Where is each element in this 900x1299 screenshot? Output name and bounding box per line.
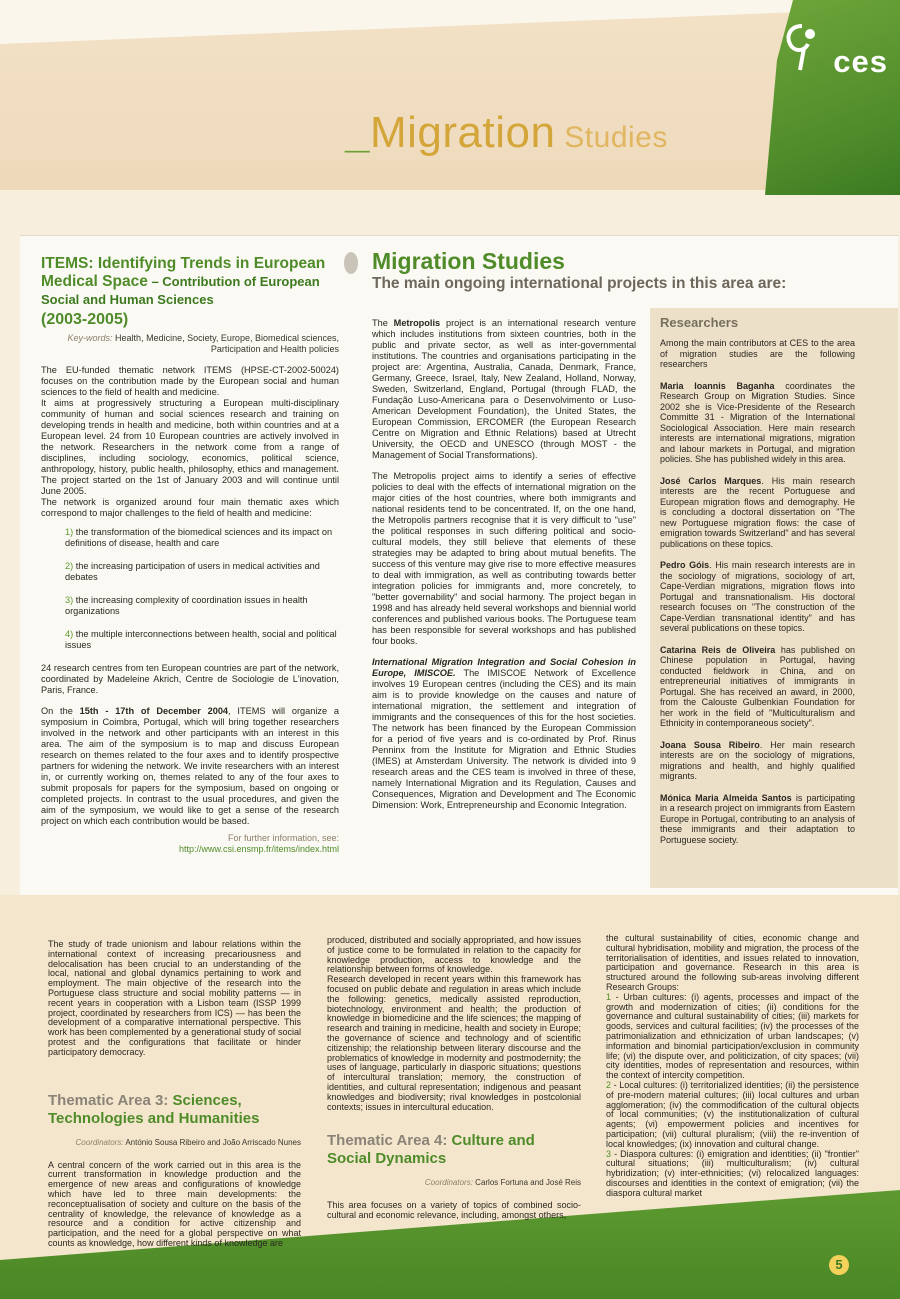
researcher-bio: . His main research interests are in the sociology of migrations, sociology of art, Cape-Verdian migrations, migration flows into Portugal and transnationalism. His doctoral research focuses on "The construction of the Cape-Verdian transnational identity" and has several publications on these topics. xyxy=(660,560,855,633)
p1-lead: The xyxy=(372,318,394,328)
p5-text: , ITEMS will organize a symposium in Coimbra, Portugal, which will bring together researchers involved in the network and other participants with an interest in this area. The aim of the symposium is to map and discuss European research on themes related to the four axes and to identify prospective partners for widening the network. We invite researchers with an interest in, or currently working on, themes related to any of the four axes to submit proposals for papers for the symposium, based on ongoing or completed projects. In contrast to the usual procedures, and given the aim of the symposium, we would like to get a sense of the research project on which each contribution would be based. xyxy=(41,706,339,826)
thematic-prefix: Thematic Area 4: xyxy=(327,1132,452,1150)
migration-heading: Migration Studies xyxy=(372,248,565,274)
items-title xyxy=(41,255,339,309)
researcher-entry xyxy=(660,740,855,782)
sub-area-num: 3 xyxy=(606,1148,612,1159)
title-main: Migration xyxy=(369,108,556,157)
axis-text: the increasing participation of users in medical activities and debates xyxy=(65,561,320,582)
researchers-list xyxy=(660,315,855,856)
axis-item-4 xyxy=(65,629,339,651)
thematic-name: Culture and Social Dynamics xyxy=(327,1132,535,1168)
sub-area-num: 1 xyxy=(606,991,612,1002)
p5-lead: On the xyxy=(41,706,80,716)
researcher-bio: . His main research interests are the recent Portuguese and European migration flows and demography. He is concluding a doctoral dissertation on "The new Portuguese migration flows: the case of emigration towards Switzerland" and has several publications on these topics. xyxy=(660,475,855,549)
metropolis-name: Metropolis xyxy=(393,318,441,328)
keywords-label: Key-words: xyxy=(67,333,113,343)
sub-area-text: - Local cultures: (i) territorialized identities; (ii) the persistence of pre-modern material cultures; (iii) local cultures and urban agglomeration; (iv) the commodification of the cultural objects of local communities; (v) the institutionalization of cultural agents; (vi) empowerment policies and incentives for participation; (vii) cultural pluralism; (viii) the re-invention of local knowledges; (ix) innovation and cultural change. xyxy=(606,1079,859,1149)
axis-text: the increasing complexity of coordination issues in health organizations xyxy=(65,595,308,616)
sub-area-text: - Urban cultures: (i) agents, processes and impact of the growth and modernization of cities; (ii) conditions for the governance and cultural sustainability of cities; (iii) markets for goods, services and cultural facilities; (iv) the processes of the patrimonialization and ethnicization of urban landscapes; (v) information and binomial participation/exclusion in community life; (vi) the dispute over, and politicization, of city spaces; (vii) city identities, modes of representation and resources, within the context of intercity competition. xyxy=(606,991,859,1081)
researcher-entry xyxy=(660,793,855,846)
items-p5 xyxy=(41,706,339,827)
researcher-entry xyxy=(660,645,855,729)
researchers-heading: Researchers xyxy=(660,315,739,330)
items-article xyxy=(41,255,339,854)
col2-p1: produced, distributed and socially appropriated, and how issues of justice come to be formulated in relation to the capacity for knowledge production, access to knowledge and the relationship between forms of knowledge. xyxy=(327,935,581,975)
researcher-entry xyxy=(660,381,855,465)
col2-p2: Research developed in recent years within this framework has focused on public debate and regulation in areas which include the following: genetics, medically assisted reproduction, biotechnology, environment and health; the production of knowledge in biomedicine and the life sciences; the mapping of research and training in medicine, health and society in Europe; the governance of science and technology and of scientific citizenship; the relationship between literary discourse and the problematics of knowledge in modernity and postmodernity; the uses of language, particularly in diasporic situations; questions of intercultural translation; memory, the construction of identities, and cultural representation; indigenous and peasant knowledges and biodiversity; rival knowledges in postcolonial contexts; issues in intercultural education. xyxy=(327,974,581,1112)
sub-area-1 xyxy=(606,993,859,1081)
axis-item-2 xyxy=(65,561,339,583)
thematic-name: Sciences, Technologies and Humanities xyxy=(48,1091,260,1127)
imiscoe-p xyxy=(372,657,636,811)
col2-p3: This area focuses on a variety of topics of combined socio-cultural and economic relevance, including, amongst others, xyxy=(327,1200,581,1221)
col3-p1: the cultural sustainability of cities, economic change and cultural hybridisation, mobility and migration, the process of the territorialisation of identities, and issues related to innovation, participation and governance. Research in this area is structured around the following sub-areas involving different Research Groups: xyxy=(606,933,859,992)
coordinators-names: António Sousa Ribeiro and João Arriscado Nunes xyxy=(123,1137,301,1147)
researcher-name: Mónica Maria Almeida Santos xyxy=(660,792,792,803)
further-info: For further information, see: xyxy=(227,833,339,843)
axis-num: 1) xyxy=(65,527,74,537)
coordinators-names: Carlos Fortuna and José Reis xyxy=(472,1178,581,1188)
items-link[interactable]: http://www.csi.ensmp.fr/items/index.html xyxy=(178,844,339,854)
items-years: (2003-2005) xyxy=(41,311,129,328)
page-number: 5 xyxy=(829,1255,849,1275)
imiscoe-title: International Migration Integration and Social Cohesion in Europe, IMISCOE. xyxy=(372,657,636,678)
researcher-entry xyxy=(660,560,855,634)
researcher-name: José Carlos Marques xyxy=(660,475,762,486)
heading-bullet-icon xyxy=(344,252,358,274)
thematic-area-4-heading xyxy=(327,1132,581,1168)
title-sub: Studies xyxy=(555,121,668,154)
axis-item-3 xyxy=(65,595,339,617)
axis-item-1 xyxy=(65,527,339,549)
researcher-bio: . Her main research interests are on the sociology of migrations, migrations and health, and highly qualified migrants. xyxy=(660,739,856,781)
researcher-name: Pedro Góis xyxy=(660,560,710,570)
axis-num: 2) xyxy=(65,561,74,571)
section-title xyxy=(345,108,668,158)
thematic-area-4-coordinators xyxy=(327,1178,581,1187)
col1-p1: The study of trade unionism and labour relations within the international context of increasing precariousness and delocalisation has been crucial to an understanding of the local, national and global dynamics pertaining to work and employment. The main objective of the research into the Portuguese class structure and social mobility patterns — in recent years in cooperation with a Lisbon team (ISSP 1999 project, coordinated by researchers from ICS) — has been the development of a comparative international perspective. This work has been complemented by a generational study of social protest and the configurations that facilitate or hinder participatory democracy. xyxy=(48,939,301,1057)
researcher-name: Maria Ioannis Baganha xyxy=(660,380,775,391)
items-title-line1: ITEMS: Identifying Trends in European xyxy=(41,255,326,272)
items-p3: The network is organized around four main thematic axes which correspond to major challenges to the field of health and medicine: xyxy=(41,497,339,518)
keywords-text: Health, Medicine, Society, Europe, Biomedical sciences, Participation and Health policies xyxy=(112,333,339,354)
thematic-area-3-coordinators xyxy=(48,1138,301,1147)
logo-text: ces xyxy=(833,44,888,79)
items-keywords xyxy=(41,333,339,355)
migration-subheading: The main ongoing international projects in this area are: xyxy=(372,275,787,292)
sub-area-text: - Diaspora cultures: (i) emigration and identities; (ii) "frontier" cultural situations; (iii) multiculturalism; (iv) cultural hybridization; (v) inter-ethnicities; (vi) relocalized languages: discourses and identities in the context of emigration; (vii) the diaspora cultural market xyxy=(606,1148,859,1198)
items-title-line2: Medical Space xyxy=(41,273,148,290)
bottom-column-3 xyxy=(606,934,859,1199)
bottom-column-2 xyxy=(327,936,581,1221)
sub-area-num: 2 xyxy=(606,1079,612,1090)
col1-p2: A central concern of the work carried out in this area is the current transformation in knowledge production and the emergence of new areas and configurations of knowledge which have led to three main developments: the reconceptualisation of society and culture on the basis of the centrality of knowledge, the relevance of knowledge as a resource and a condition for active citizenship and participation, and the need for a global perspective on what counts as knowledge, how different kinds of knowledge are xyxy=(48,1159,301,1248)
axis-num: 3) xyxy=(65,595,74,605)
researcher-entry xyxy=(660,476,855,550)
title-dash: _ xyxy=(345,108,370,157)
researcher-name: Joana Sousa Ribeiro xyxy=(660,739,760,750)
items-p2: It aims at progressively structuring a European multi-disciplinary community of human and social sciences research and training on developing trends in health and medicine, both within countries and at a European level. 24 from 10 European countries are actively involved in the network. Researchers in the network come from a range of disciplines, including sociology, economics, political science, anthropology, history, public health, philosophy, ethics and management. The project started on the 1st of January 2003 and will continue until June 2005. xyxy=(41,398,339,496)
researchers-intro: Among the main contributors at CES to the area of migration studies are the following researchers xyxy=(660,338,855,369)
coordinators-label: Coordinators: xyxy=(75,1137,124,1147)
sub-area-2 xyxy=(606,1081,859,1150)
coordinators-label: Coordinators: xyxy=(424,1178,473,1188)
p1-text: project is an international research venture which includes institutions from sixteen countries, both in the public and private sector, as well as inter-governmental institutions. The countries and organisations participating in the project are: Argentina, Australia, Canada, Denmark, France, Germany, Greece, Israel, Italy, New Zealand, Holland, Norway, Sweden, Switzerland, England, Portugal (through FLAD, the Fundação Luso-Americana para o Desenvolvimento or Luso-American Development Foundation), the United States, the European Commission, ERCOMER (the European Research Centre on Migration and Ethnic Relations) based at Utrecht University, the OECD and UNESCO (through MOST - the Management of Social Transformations). xyxy=(372,318,636,460)
axis-text: the transformation of the biomedical sciences and its impact on definitions of disease, health and care xyxy=(65,527,333,548)
metropolis-p1 xyxy=(372,318,636,461)
bottom-column-1 xyxy=(48,940,301,1249)
items-title-line2b: – Contribution of European Social and Human Sciences xyxy=(41,274,320,307)
axis-num: 4) xyxy=(65,629,74,639)
researcher-bio: has published on Chinese population in Portugal, having conducted fieldwork in China, and on entrepreneurial initiatives of immigrants in Portugal. She has received an award, in 2000, from the Calouste Gulbenkian Foundation for her work in the field of "Multiculturalism and Ethnicity in contemporaneous society". xyxy=(660,644,855,728)
researcher-bio: coordinates the Research Group on Migration Studies. Since 2002 she is Vice-Presidente of the Research Committe 31 - Migration of the International Sociological Association. Here main research interests are international migrations, migration and labour markets in Portugal, and migration policies. She has published widely in this area. xyxy=(660,380,856,464)
imiscoe-text: The IMISCOE Network of Excellence involves 19 European centres (including the CES) and its main aim is to provide knowledge on the causes and nature of international migration, the settlement and integration of immigrants and the consequences of this for the host societies. The network has been financed by the European Commission for a period of five years and is co-ordinated by Prof. Rinus Penninx from the Institute for Migration and Ethnic Studies (IMES) at Amsterdam University. The network is divided into 9 research areas and the CES team is involved in three of these, namely International Migration and its Regulation, Causes and Consequences, Migration and Development and The Economic Dimension: Work, Entrepreneurship and Economic Integration. xyxy=(372,668,637,810)
metropolis-p2: The Metropolis project aims to identify a series of effective policies to deal with the effects of international migration on the major cities of the host countries, where both immigrants and national residents tend to be concentrated. If, on the one hand, the Metropolis partners recognise that it is very difficult to "use" the political responses in such differing political and socio-cultural models, they still believe that elements of these strategies may be adapted to bring about mutual benefits. The success of this venture may give rise to more effective measures to deal with immigration, as well as contributing towards better integration policies for immigrants and, more concretely, to "better governability" and social harmony. The project began in 1998 and has already held several workshops and biennial world conferences and published various books. The Portuguese team has been responsible for several workshops and has published four books. xyxy=(372,471,636,646)
symposium-date: 15th - 17th of December 2004 xyxy=(79,706,229,716)
researcher-name: Catarina Reis de Oliveira xyxy=(660,644,776,655)
thematic-area-3-heading xyxy=(48,1092,301,1128)
axis-text: the multiple interconnections between health, social and political issues xyxy=(65,629,337,650)
sub-area-3 xyxy=(606,1150,859,1199)
migration-projects xyxy=(372,318,636,817)
researcher-bio: is participating in a research project on immigrants from Eastern Europe in Portugal, contributing to an analysis of these immigrants and their adaptation to Portuguese society. xyxy=(660,792,856,845)
items-p4: 24 research centres from ten European countries are part of the network, coordinated by Madeleine Akrich, Centre de Sociologie de L'inovation, Paris, France. xyxy=(41,663,339,695)
thematic-prefix: Thematic Area 3: xyxy=(48,1091,173,1109)
items-p1: The EU-funded thematic network ITEMS (HPSE-CT-2002-50024) focuses on the contribution made by the European social and human sciences to the field of health and medicine. xyxy=(41,365,339,397)
